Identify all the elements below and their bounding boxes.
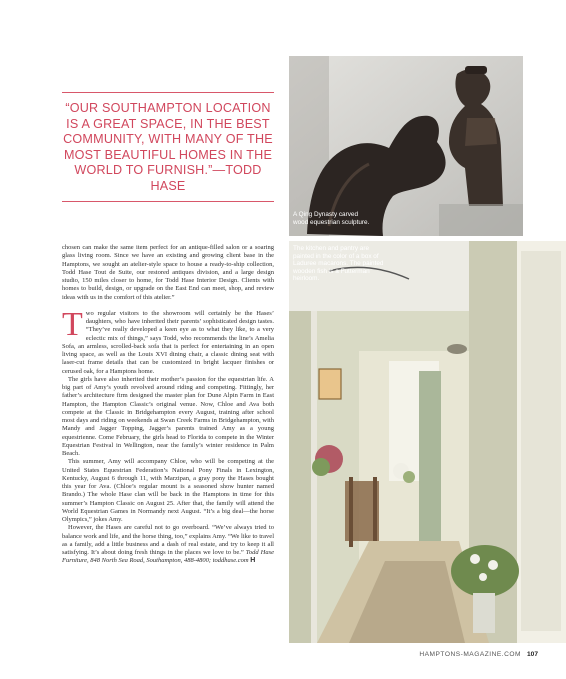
paragraph-3: The girls have also inherited their mother’s passion for the equestrian life. A big part of Amy’s youth revolved around riding and competing. Fittingly, her father’s architecture firm designed the master plan for Dune Alpin Farm in East Hampton, the Hampton Classic’s original venue. Now, Chloe and Ava both compete at the Classic in Bridgehampton every August, training after school most days and riding on weekends at Swan Creek Farms in Bridgehampton, with Mandy and Jagger Topping, Jagger’s parents trained Amy as a young equestrienne. Come February, the girls head to Florida to compete in the Winter Equestrian Festival in Wellington, near the family’s winter residence in Palm Beach.: [62, 375, 274, 457]
pull-quote-bottom-rule: [62, 201, 274, 202]
sculpture-caption: A Qing Dynasty carved wood equestrian sculpture.: [293, 211, 370, 226]
paragraph-2-text: wo regular visitors to the showroom will certainly be the Hases’ daughters, who have inherited their parents’ sophisticated design tastes. “They’ve really developed a keen eye as to what they like, to a very eclectic mix of things,” says Todd, who recommends the line’s Amelia Sofa, an armless, scrolled-back sofa that is perfect for entertaining in an open living space, as well as the Louis XVI dining chair, a classic dining seat with laser-cut frame details that can be customized in bright lacquer finishes or cerused oak, for a Hamptons home.: [62, 309, 274, 375]
page-number: 107: [526, 651, 538, 658]
paragraph-2: [62, 305, 274, 376]
kitchen-caption: The kitchen and pantry are painted in the color of a box of Laduree macarons. The painted wooden fish is a Futterman heirloom.: [293, 245, 384, 283]
article-body: [62, 244, 274, 566]
kitchen-photo: [289, 241, 566, 643]
kitchen-illustration: [289, 241, 566, 643]
paragraph-5-text: However, the Hases are careful not to go overboard. “We’ve always tried to balance work and life, and the horse thing, too,” explains Amy. “We like to travel as a family, add a little business and a dash of real estate, and try to keep it all satisfying. It’s about doing fresh things in the places we love to be.”: [62, 524, 274, 556]
paragraph-1: chosen can make the same item perfect for an antique-filled salon or a soaring glass living room. Since we have an existing and growing client base in the Hamptons, we sought an atelier-style space to house a ready-to-ship collection, Todd Hase Tout de Suite, our restored antiques division, and a large design studio, 150 miles closer to home, for Todd Hase Interior Design. Clients with homes to build, design, or upgrade on the East End can meet, shop, and review ideas with us in the comfort of this atelier.”: [62, 244, 274, 301]
paragraph-4: This summer, Amy will accompany Chloe, who will be competing at the United States Equestrian Federation’s National Pony Finals in Lexington, Kentucky, August 6 through 11, with Marzipan, a gray pony the Hases bought this year for Ava. (Chloe’s regular mount is a seasoned show hunter named Brando.) The whole Hase clan will be back in the Hamptons in time for this summer’s Hampton Classic on August 25. After that, the family will attend the World Equestrian Games in Normandy next August. “It’s a big deal—the horse Olympics,” jokes Amy.: [62, 458, 274, 523]
footer-site: HAMPTONS-MAGAZINE.COM: [419, 651, 521, 658]
sculpture-illustration: [289, 56, 523, 236]
drop-cap: T: [62, 305, 83, 343]
store-address: Todd Hase Furniture, 848 North Sea Road, Southampton, 488-4800; toddhase.com: [62, 549, 274, 565]
pull-quote-block: [62, 92, 274, 202]
paragraph-5: [62, 524, 274, 565]
sculpture-photo: [289, 56, 523, 236]
page-footer: [419, 651, 538, 658]
pull-quote: “OUR SOUTHAMPTON LOCATION IS A GREAT SPACE, IN THE BEST COMMUNITY, WITH MANY OF THE MOST BEAUTIFUL HOMES IN THE WORLD TO FURNISH.”—TODD HASE: [63, 101, 273, 193]
end-mark: H: [250, 557, 256, 565]
